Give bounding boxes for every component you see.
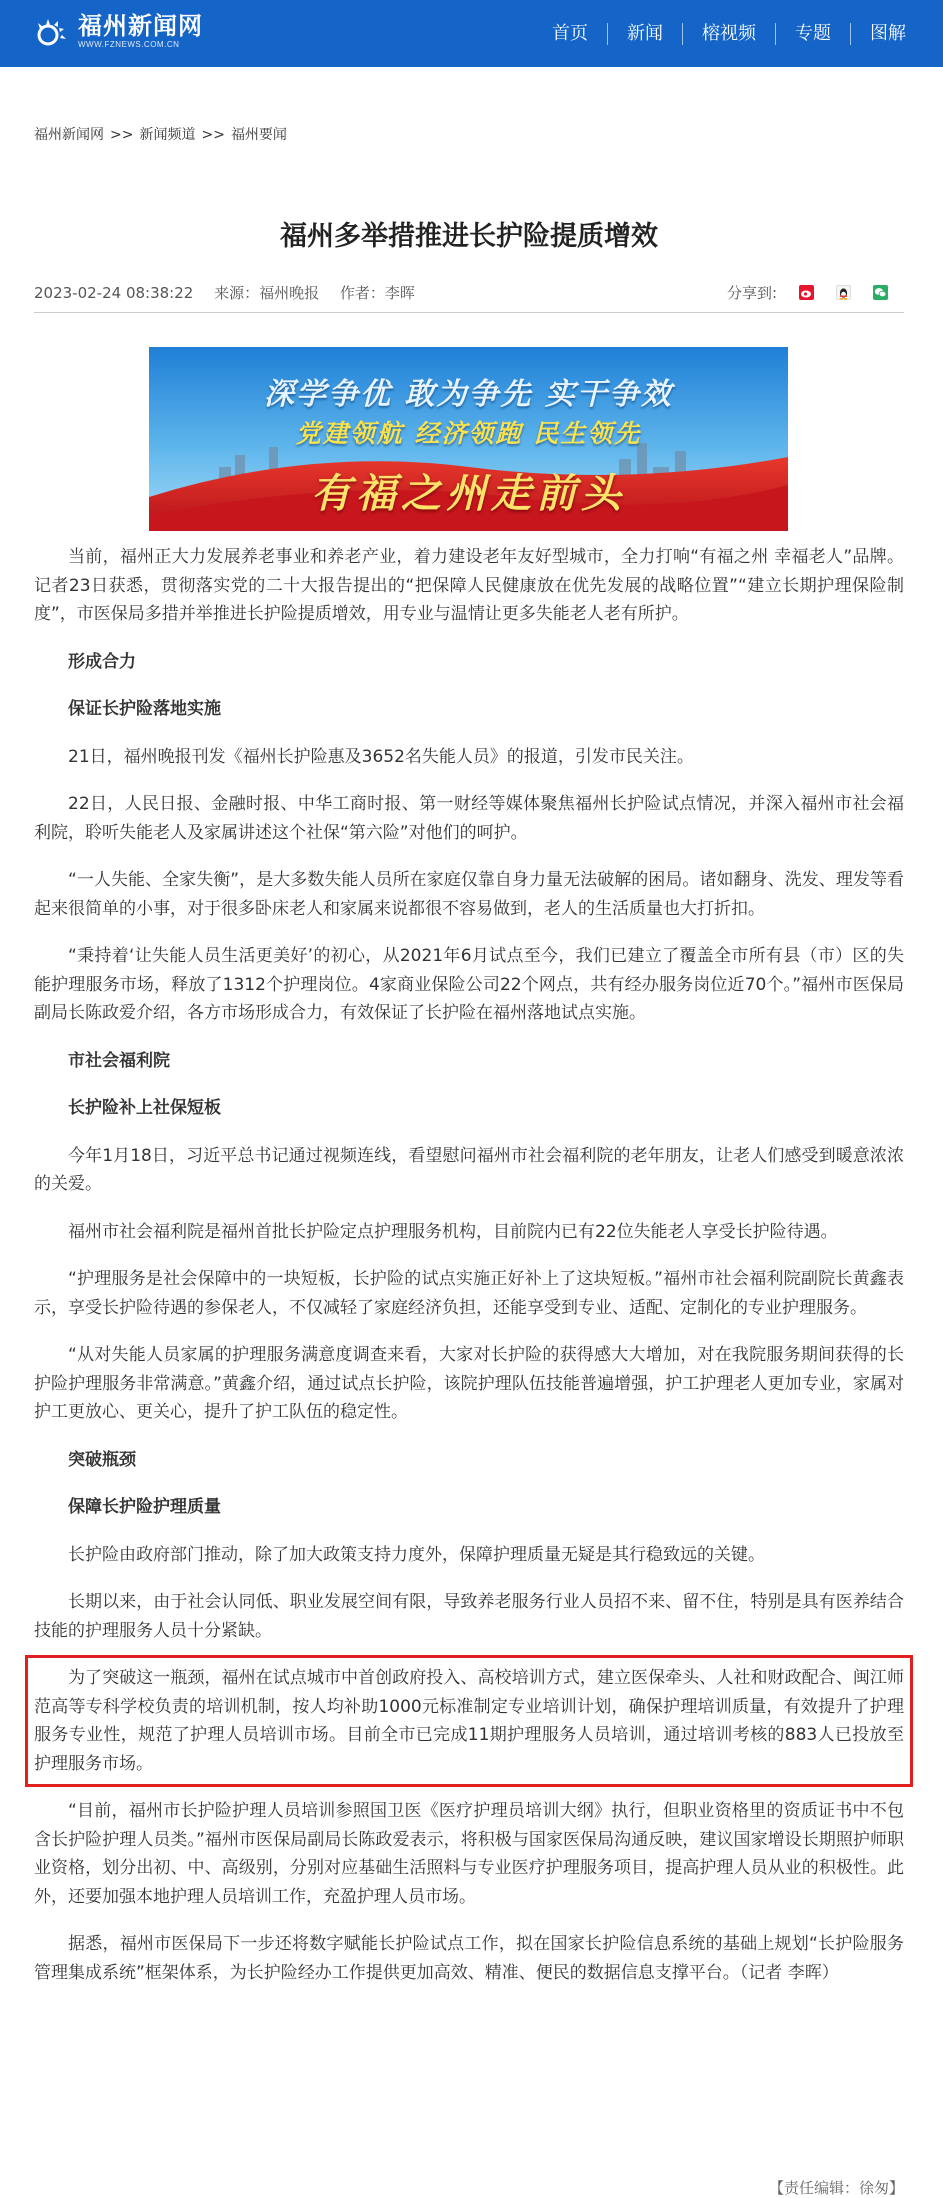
logo-text-en: WWW.FZNEWS.COM.CN xyxy=(78,40,180,49)
banner-slogan-3: 有福之州走前头 xyxy=(311,471,626,517)
nav-item-home[interactable]: 首页 xyxy=(552,22,588,44)
article-paragraph: 长护险由政府部门推动，除了加大政策支持力度外，保障护理质量无疑是其行稳致远的关键。 xyxy=(68,1544,765,1565)
breadcrumb-home[interactable]: 福州新闻网 xyxy=(34,127,104,143)
breadcrumb-news-channel[interactable]: 新闻频道 xyxy=(139,127,196,143)
banner-slogan-1: 深学争优 敢为争先 实干争效 xyxy=(264,377,673,412)
banner-slogan-2: 党建领航 经济领跑 民生领先 xyxy=(295,419,642,448)
article-paragraph: 21日，福州晚报刊发《福州长护险惠及3652名失能人员》的报道，引发市民关注。 xyxy=(68,746,694,767)
share-bar xyxy=(727,282,904,303)
breadcrumb xyxy=(34,124,287,144)
article-meta xyxy=(34,282,904,303)
article-paragraph: “护理服务是社会保障中的一块短板，长护险的试点实施正好补上了这块短板。”福州市社会福利院副院长黄鑫表示，享受长护险待遇的参保老人，不仅减轻了家庭经济负担，还能享受到专业、适配、定制化的专业护理服务。 xyxy=(34,1269,904,1318)
article-paragraph: “秉持着‘让失能人员生活更美好’的初心，从2021年6月试点至今，我们已建立了覆盖全市所有县（市）区的失能护理服务市场，释放了1312个护理岗位。4家商业保险公司22个网点，共有经办服务岗位近70个。”福州市医保局副局长陈政爱介绍，各方市场形成合力，有效保证了长护险在福州落地试点实施。 xyxy=(34,946,904,1023)
share-label: 分享到: xyxy=(726,284,777,302)
breadcrumb-separator: >> xyxy=(201,127,225,143)
section-subheading: 市社会福利院 xyxy=(68,1050,170,1071)
article-body xyxy=(34,543,904,2006)
nav-item-infographics[interactable]: 图解 xyxy=(850,23,925,45)
article-datetime: 2023-02-24 08:38:22 xyxy=(34,284,194,302)
article-paragraph: 当前，福州正大力发展养老事业和养老产业，着力建设老年友好型城市，全力打响“有福之州 幸福老人”品牌。记者23日获悉，贯彻落实党的二十大报告提出的“把保障人民健康放在优先发展的战略位置”“建立长期护理保险制度”，市医保局多措并举推进长护险提质增效，用专业与温情让更多失能老人老有所护。 xyxy=(34,547,904,624)
logo-text-cn: 福州新闻网 xyxy=(78,12,203,40)
article-source: 来源：福州晚报 xyxy=(214,284,320,302)
article-paragraph: 22日，人民日报、金融时报、中华工商时报、第一财经等媒体聚焦福州长护险试点情况，并深入福州市社会福利院，聆听失能老人及家属讲述这个社保“第六险”对他们的呵护。 xyxy=(34,794,904,843)
section-subheading: 突破瓶颈 xyxy=(68,1449,136,1470)
main-nav xyxy=(533,0,925,67)
section-subheading: 长护险补上社保短板 xyxy=(68,1098,221,1118)
breadcrumb-separator: >> xyxy=(110,127,134,143)
article-paragraph: 福州市社会福利院是福州首批长护险定点护理服务机构，目前院内已有22位失能老人享受长护险待遇。 xyxy=(68,1221,838,1242)
article-paragraph: 今年1月18日，习近平总书记通过视频连线，看望慰问福州市社会福利院的老年朋友，让老人们感受到暖意浓浓的关爱。 xyxy=(34,1145,904,1194)
article-paragraph: 据悉，福州市医保局下一步还将数字赋能长护险试点工作，拟在国家长护险信息系统的基础上规划“长护险服务管理集成系统”框架体系，为长护险经办工作提供更加高效、精准、便民的数据信息支撑平台。（记者 李晖） xyxy=(34,1934,904,1983)
article-author: 作者：李晖 xyxy=(339,284,415,302)
highlighted-paragraph: 为了突破这一瓶颈，福州在试点城市中首创政府投入、高校培训方式，建立医保牵头、人社和财政配合、闽江师范高等专科学校负责的培训机制，按人均补助1000元标准制定专业培训计划，确保护理培训质量，有效提升了护理服务专业性，规范了护理人员培训市场。目前全市已完成11期护理服务人员培训，通过培训考核的883人已投放至护理服务市场。 xyxy=(34,1664,904,1778)
meta-divider xyxy=(34,312,904,313)
article-paragraph: “从对失能人员家属的护理服务满意度调查来看，大家对长护险的获得感大大增加，对在我院服务期间获得的长护险护理服务非常满意。”黄鑫介绍，通过试点长护险，该院护理队伍技能普遍增强，护工护理老人更加专业，家属对护工更放心、更关心，提升了护工队伍的稳定性。 xyxy=(34,1345,904,1422)
breadcrumb-fuzhou-news[interactable]: 福州要闻 xyxy=(230,127,287,143)
nav-item-topics[interactable]: 专题 xyxy=(775,23,850,45)
article-paragraph: “目前，福州市长护险护理人员培训参照国卫医《医疗护理员培训大纲》执行，但职业资格里的资质证书中不包含长护险护理人员类。”福州市医保局副局长陈政爱表示，将积极与国家医保局沟通反映，建议国家增设长期照护师职业资格，划分出初、中、高级别，分别对应基础生活照料与专业医疗护理服务项目，提高护理人员从业的积极性。此外，还要加强本地护理人员培训工作，充盈护理人员市场。 xyxy=(34,1801,904,1907)
logo-sun-icon xyxy=(34,13,72,49)
qq-icon[interactable] xyxy=(836,285,851,300)
article-paragraph: “一人失能、全家失衡”，是大多数失能人员所在家庭仅靠自身力量无法破解的困局。诸如翻身、洗发、理发等看起来很简单的小事，对于很多卧床老人和家属来说都很不容易做到，老人的生活质量也大打折扣。 xyxy=(34,870,904,919)
site-logo[interactable] xyxy=(34,12,203,50)
section-subheading: 保障长护险护理质量 xyxy=(68,1497,221,1517)
theme-banner xyxy=(149,347,788,531)
top-nav-bar xyxy=(0,0,943,67)
responsible-editor: 【责任编辑：徐匆】 xyxy=(768,2179,904,2197)
section-subheading: 保证长护险落地实施 xyxy=(68,699,221,719)
article-paragraph: 长期以来，由于社会认同低、职业发展空间有限，导致养老服务行业人员招不来、留不住，特别是具有医养结合技能的护理服务人员十分紧缺。 xyxy=(34,1592,904,1641)
section-subheading: 形成合力 xyxy=(68,651,136,672)
nav-item-news[interactable]: 新闻 xyxy=(607,23,682,45)
wechat-icon[interactable] xyxy=(873,285,888,300)
weibo-icon[interactable] xyxy=(799,285,814,300)
article-title: 福州多举措推进长护险提质增效 xyxy=(280,221,658,252)
nav-item-video[interactable]: 榕视频 xyxy=(682,23,775,45)
